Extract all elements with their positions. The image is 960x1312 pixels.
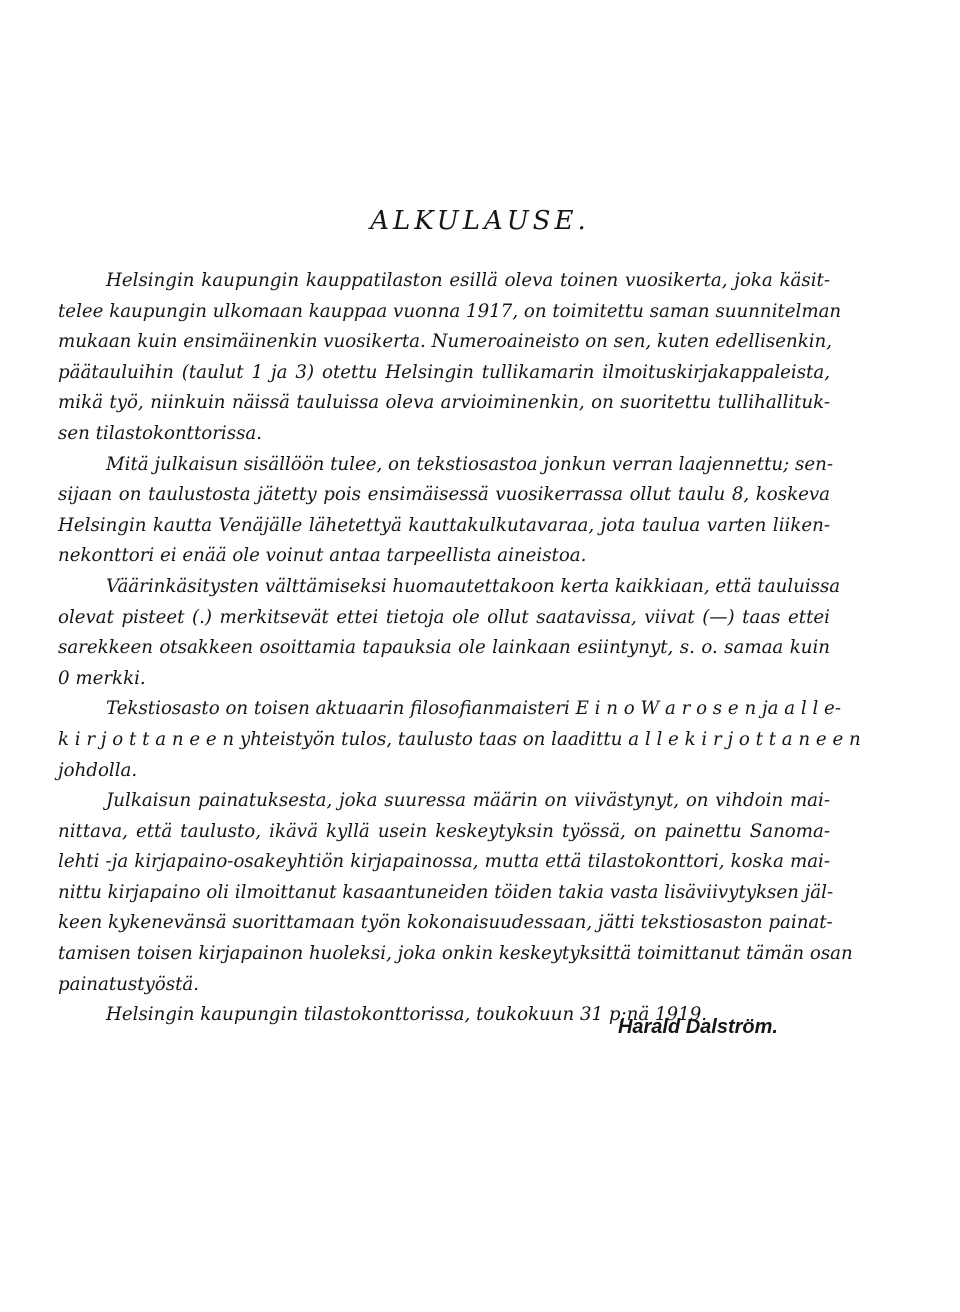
text-line: k i r j o t t a n e e n yhteistyön tulos, taulusto taas on laadittu a l l e k i r j o t t a n e e n <box>58 728 861 750</box>
text-line: Mitä julkaisun sisällöön tulee, on tekstiosastoa jonkun verran laajennettu; sen- <box>106 453 833 475</box>
preface-body <box>58 266 861 1031</box>
text-line: lehti -ja kirjapaino-osakeyhtiön kirjapainossa, mutta että tilastokonttori, koska mai- <box>58 851 830 873</box>
text-line: telee kaupungin ulkomaan kauppaa vuonna 1917, on toimitettu saman suunnitelman <box>58 300 842 322</box>
document-title: ALKULAUSE. <box>370 206 590 236</box>
text-line: Väärinkäsitysten välttämiseksi huomautettakoon kerta kaikkiaan, että tauluissa <box>106 575 841 597</box>
text-line: Julkaisun painatuksesta, joka suuressa määrin on viivästynyt, on vihdoin mai- <box>106 790 830 812</box>
text-line: painatustyöstä. <box>58 973 200 995</box>
text-line: nittu kirjapaino oli ilmoittanut kasaantuneiden töiden takia vasta lisäviivytyksen jäl- <box>58 881 834 903</box>
text-line: sen tilastokonttorissa. <box>58 422 263 444</box>
text-line: mukaan kuin ensimäinenkin vuosikerta. Numeroaineisto on sen, kuten edellisenkin, <box>58 331 833 353</box>
dateline: Helsingin kaupungin tilastokonttorissa, toukokuun 31 p:nä 1919. <box>106 1004 708 1026</box>
text-line: Tekstiosasto on toisen aktuaarin filosofianmaisteri E i n o W a r o s e n ja a l l e- <box>106 698 841 720</box>
text-line: sarekkeen otsakkeen osoittamia tapauksia ole lainkaan esiintynyt, s. o. samaa kuin <box>58 637 830 659</box>
text-line: nittava, että taulusto, ikävä kyllä usein keskeytyksin työssä, on painettu Sanoma- <box>58 820 830 842</box>
text-line: olevat pisteet (.) merkitsevät ettei tietoja ole ollut saatavissa, viivat (—) taas ettei <box>58 606 830 628</box>
text-line: sijaan on taulustosta jätetty pois ensimäisessä vuosikerrassa ollut taulu 8, koskeva <box>58 484 830 506</box>
text-line: nekonttori ei enää ole voinut antaa tarpeellista aineistoa. <box>58 545 587 567</box>
text-line: Helsingin kautta Venäjälle lähetettyä kauttakulkutavaraa, jota taulua varten liiken- <box>58 514 830 536</box>
signature: Harald Dalström. <box>617 1016 778 1038</box>
text-line: tamisen toisen kirjapainon huoleksi, joka onkin keskeytyksittä toimittanut tämän osan <box>58 943 853 965</box>
text-line: keen kykenevänsä suorittamaan työn kokonaisuudessaan, jätti tekstiosaston painat- <box>58 912 833 934</box>
text-line: mikä työ, niinkuin näissä tauluissa oleva arvioiminenkin, on suoritettu tullihallituk- <box>58 392 830 414</box>
text-line: johdolla. <box>58 759 138 781</box>
text-line: Helsingin kaupungin kauppatilaston esillä oleva toinen vuosikerta, joka käsit- <box>106 270 830 291</box>
text-line: päätauluihin (taulut 1 ja 3) otettu Helsingin tullikamarin ilmoituskirjakappaleista, <box>58 361 830 383</box>
text-line: 0 merkki. <box>58 667 146 689</box>
